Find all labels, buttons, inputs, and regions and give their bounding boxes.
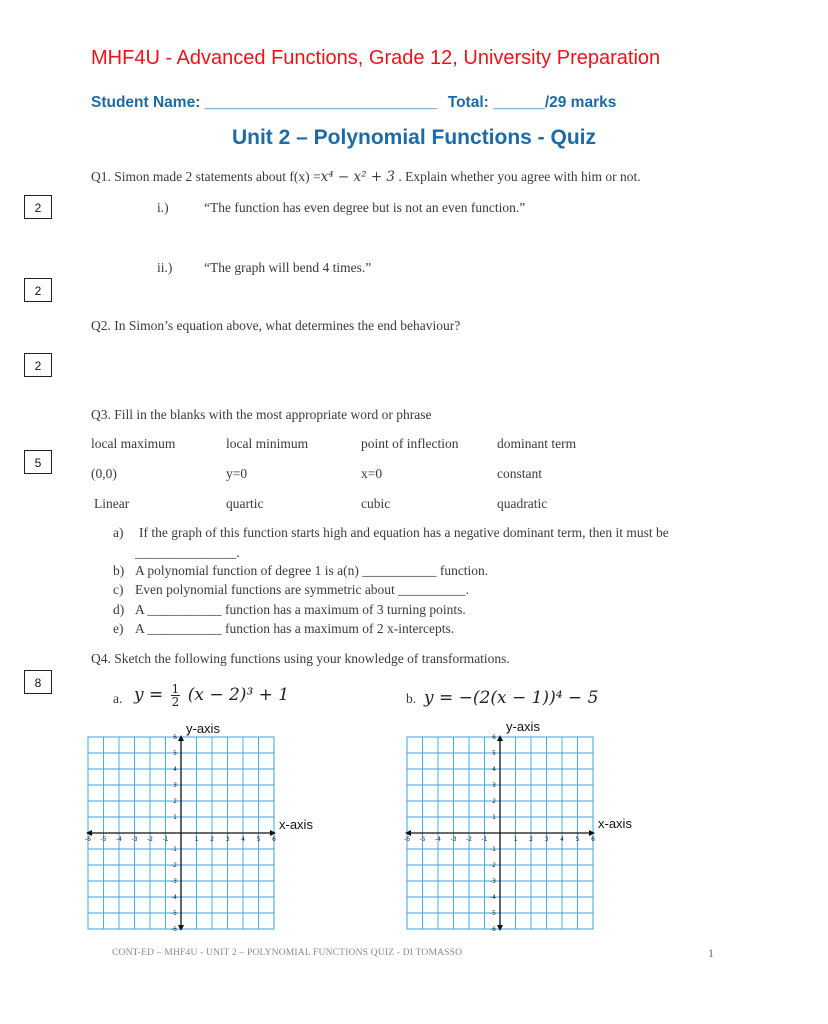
course-title: MHF4U - Advanced Functions, Grade 12, University Preparation bbox=[91, 47, 661, 69]
q3-item-label: b) bbox=[113, 563, 125, 578]
graph-b-x-tick-label: 3 bbox=[544, 836, 549, 843]
word-bank-cell: (0,0) bbox=[91, 466, 117, 481]
graph-b[interactable] bbox=[405, 735, 595, 931]
graph-b-y-tick-label: 6 bbox=[492, 734, 496, 741]
graph-a-y-tick-label: -4 bbox=[171, 894, 177, 901]
graph-a-y-tick-label: 2 bbox=[173, 798, 177, 805]
word-bank-cell: quadratic bbox=[497, 496, 548, 511]
footer-text: CONT-ED – MHF4U - UNIT 2 – POLYNOMIAL FUNCTIONS QUIZ - DI TOMASSO bbox=[112, 948, 463, 958]
graph-a-y-tick-label: 4 bbox=[173, 766, 177, 773]
word-bank-cell: dominant term bbox=[497, 436, 577, 451]
q4-a-fraction bbox=[171, 683, 181, 708]
graph-a-y-tick-label: 5 bbox=[173, 750, 177, 757]
graph-b-x-tick-label: -4 bbox=[435, 836, 441, 843]
q1-prompt bbox=[91, 169, 641, 185]
q1-ii-marks-box: 2 bbox=[24, 278, 52, 302]
graph-b-x-tick-label: -1 bbox=[481, 836, 488, 843]
word-bank-cell: local minimum bbox=[226, 436, 309, 451]
graph-a-y-tick-label: 6 bbox=[173, 734, 177, 741]
unit-title: Unit 2 – Polynomial Functions - Quiz bbox=[231, 126, 597, 149]
q4-b-equation: y = −(2(x − 1))⁴ − 5 bbox=[424, 688, 599, 708]
word-bank-cell: local maximum bbox=[91, 436, 176, 451]
graph-a-x-tick-label: -6 bbox=[85, 836, 91, 843]
word-bank-cell: cubic bbox=[361, 496, 391, 511]
graph-a-x-axis-label: x-axis bbox=[279, 817, 313, 832]
graph-a-x-tick-label: 1 bbox=[194, 836, 199, 843]
q3-item-text: Even polynomial functions are symmetric about __________. bbox=[135, 582, 470, 597]
q3-marks-box: 5 bbox=[24, 450, 52, 474]
graph-b-y-tick-label: -5 bbox=[490, 910, 496, 917]
q3-item-label: e) bbox=[113, 621, 124, 636]
q4-a-equation bbox=[134, 683, 289, 708]
q1-ii-statement: “The graph will bend 4 times.” bbox=[204, 260, 372, 275]
graph-a-x-tick-label: 4 bbox=[241, 836, 245, 843]
graph-b-y-tick-label: -6 bbox=[490, 926, 496, 933]
graph-b-x-tick-label: 5 bbox=[575, 836, 580, 843]
graph-b-y-axis-label: y-axis bbox=[506, 719, 540, 734]
graph-a-y-tick-label: 3 bbox=[173, 782, 177, 789]
word-bank-cell: constant bbox=[497, 466, 542, 481]
student-name-label: Student Name: ___________________________ bbox=[91, 94, 438, 111]
q3-item-text: A ___________ function has a maximum of 3 turning points. bbox=[135, 602, 466, 617]
graph-a-y-tick-label: -2 bbox=[171, 862, 177, 869]
graph-b-x-axis-label: x-axis bbox=[598, 816, 632, 831]
q4-prompt: Q4. Sketch the following functions using your knowledge of transformations. bbox=[91, 651, 510, 666]
graph-a-y-tick-label: -3 bbox=[171, 878, 177, 885]
q1-tail: . Explain whether you agree with him or not. bbox=[398, 169, 641, 184]
graph-b-y-tick-label: 4 bbox=[492, 766, 496, 773]
q3-item-text: _______________. bbox=[135, 545, 240, 560]
q4-a-frac-num: 1 bbox=[171, 682, 180, 696]
q4-marks-box: 8 bbox=[24, 670, 52, 694]
word-bank-cell: Linear bbox=[94, 496, 130, 511]
graph-a[interactable] bbox=[86, 735, 276, 931]
q3-prompt: Q3. Fill in the blanks with the most appropriate word or phrase bbox=[91, 407, 432, 422]
graph-a-y-tick-label: 1 bbox=[173, 814, 177, 821]
q3-item-text: A polynomial function of degree 1 is a(n) ___________ function. bbox=[135, 563, 489, 578]
q3-item-text: If the graph of this function starts high and equation has a negative dominant term, then it must be bbox=[139, 525, 669, 540]
graph-a-x-tick-label: 2 bbox=[210, 836, 214, 843]
graph-a-x-tick-label: 3 bbox=[225, 836, 230, 843]
q2-prompt: Q2. In Simon’s equation above, what determines the end behaviour? bbox=[91, 318, 461, 333]
q4-a-frac-den: 2 bbox=[171, 695, 180, 709]
graph-b-y-tick-label: 1 bbox=[492, 814, 496, 821]
q3-item-label: c) bbox=[113, 582, 124, 597]
graph-a-y-tick-label: -5 bbox=[171, 910, 177, 917]
q2-marks-box: 2 bbox=[24, 353, 52, 377]
q3-item-label: d) bbox=[113, 602, 125, 617]
q1-i-statement: “The function has even degree but is not an even function.” bbox=[204, 200, 526, 215]
q4-b-label: b. bbox=[406, 691, 417, 706]
graph-a-x-tick-label: 5 bbox=[256, 836, 261, 843]
graph-b-x-tick-label: 2 bbox=[529, 836, 533, 843]
graph-b-x-tick-label: -3 bbox=[450, 836, 457, 843]
graph-a-y-tick-label: -1 bbox=[171, 846, 177, 853]
graph-b-y-tick-label: -4 bbox=[490, 894, 496, 901]
graph-a-x-tick-label: -2 bbox=[147, 836, 153, 843]
graph-b-x-tick-label: 6 bbox=[591, 836, 595, 843]
graph-b-x-tick-label: -6 bbox=[404, 836, 410, 843]
word-bank-cell: y=0 bbox=[226, 466, 248, 481]
graph-a-y-arrow-up bbox=[178, 735, 184, 741]
graph-a-x-tick-label: -5 bbox=[100, 836, 107, 843]
graph-b-y-tick-label: -2 bbox=[490, 862, 496, 869]
graph-b-y-arrow-up bbox=[497, 735, 503, 741]
q1-i-marks-box: 2 bbox=[24, 195, 52, 219]
q4-a-rhs: (x − 2)³ + 1 bbox=[187, 685, 290, 705]
page-number: 1 bbox=[708, 946, 714, 960]
graph-b-x-tick-label: -2 bbox=[466, 836, 472, 843]
q1-ii-number: ii.) bbox=[157, 260, 173, 275]
graph-b-y-tick-label: 5 bbox=[492, 750, 496, 757]
graph-b-x-tick-label: -5 bbox=[419, 836, 426, 843]
q1-equation: x⁴ − x² + 3 bbox=[320, 169, 396, 185]
word-bank-cell: point of inflection bbox=[361, 436, 459, 451]
q1-i-number: i.) bbox=[157, 200, 169, 215]
graph-a-y-arrow-down bbox=[178, 925, 184, 931]
graph-a-y-axis-label: y-axis bbox=[186, 721, 220, 736]
graph-a-x-tick-label: -3 bbox=[131, 836, 138, 843]
q3-item-label: a) bbox=[113, 525, 124, 540]
graph-a-x-tick-label: 6 bbox=[272, 836, 276, 843]
q4-a-lhs: y = bbox=[134, 685, 164, 705]
word-bank-cell: x=0 bbox=[361, 466, 383, 481]
q1-intro: Q1. Simon made 2 statements about f(x) = bbox=[91, 169, 321, 184]
graph-a-y-tick-label: -6 bbox=[171, 926, 177, 933]
graph-b-x-tick-label: 1 bbox=[513, 836, 518, 843]
graph-a-x-tick-label: -4 bbox=[116, 836, 122, 843]
graph-b-x-tick-label: 4 bbox=[560, 836, 564, 843]
graph-b-y-arrow-down bbox=[497, 925, 503, 931]
graph-a-x-tick-label: -1 bbox=[162, 836, 169, 843]
q3-item-text: A ___________ function has a maximum of 2 x-intercepts. bbox=[135, 621, 455, 636]
q4-a-label: a. bbox=[113, 691, 123, 706]
graph-b-y-tick-label: -3 bbox=[490, 878, 496, 885]
student-total-line bbox=[91, 94, 616, 112]
graph-b-y-tick-label: -1 bbox=[490, 846, 496, 853]
word-bank-cell: quartic bbox=[226, 496, 264, 511]
total-marks-label: Total: ______/29 marks bbox=[447, 94, 617, 111]
graph-b-y-tick-label: 3 bbox=[492, 782, 496, 789]
graph-b-y-tick-label: 2 bbox=[492, 798, 496, 805]
